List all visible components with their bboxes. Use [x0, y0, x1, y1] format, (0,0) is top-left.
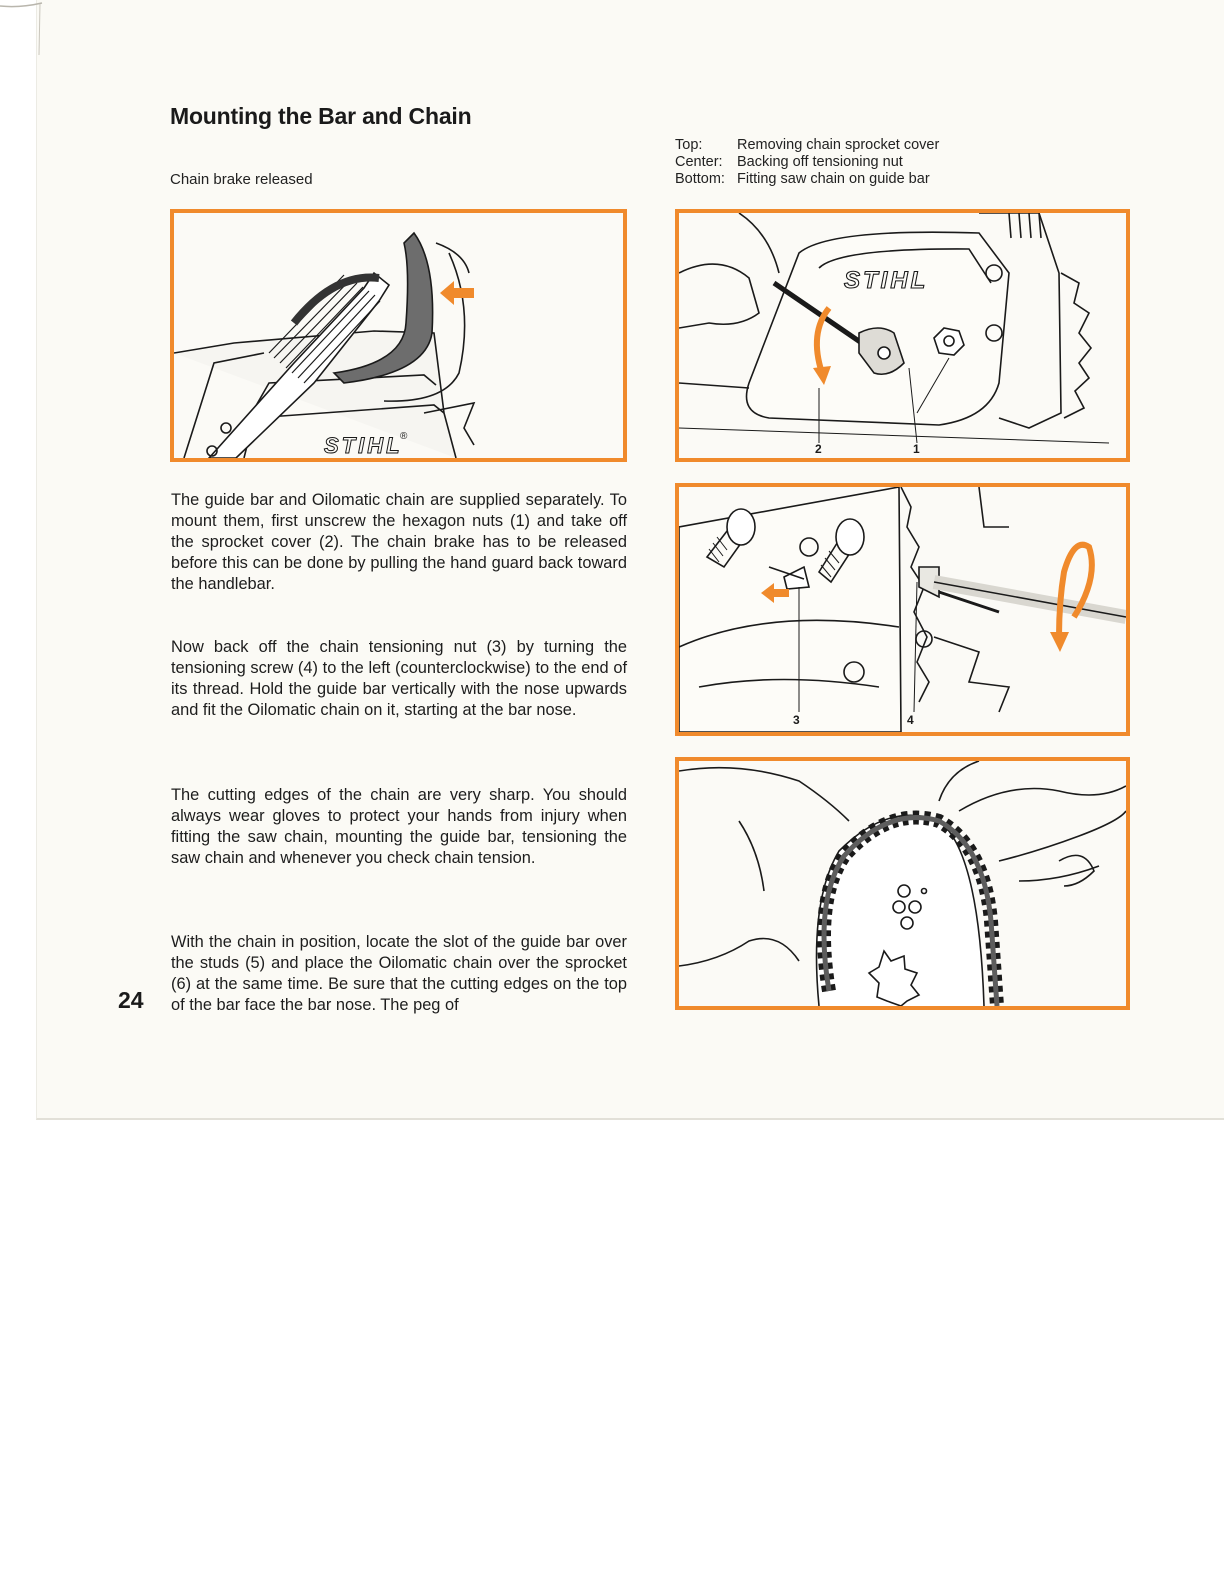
sprocket-cover-illustration [675, 209, 1130, 462]
body-paragraph-3: The cutting edges of the chain are very sharp. You should always wear gloves to protect your hands from injury when fitting the saw chain, mounting the guide bar, tensioning the saw chain and whenever you check chain tension. [171, 786, 627, 867]
registered-mark: ® [400, 431, 408, 442]
legend-key: Center: [675, 154, 723, 170]
legend-value: Fitting saw chain on guide bar [737, 171, 930, 187]
legend-key: Bottom: [675, 171, 725, 187]
callout-3: 3 [793, 713, 800, 727]
legend-value: Backing off tensioning nut [737, 154, 903, 170]
legend-row-center [675, 154, 939, 171]
chain-brake-illustration [170, 209, 627, 462]
figure-legend [675, 137, 939, 188]
stihl-logo: STIHL [324, 433, 403, 458]
callout-1: 1 [913, 442, 920, 456]
callout-4: 4 [907, 713, 914, 727]
legend-value: Removing chain sprocket cover [737, 137, 940, 153]
legend-key: Top: [675, 137, 703, 153]
fitting-chain-illustration [675, 757, 1130, 1010]
left-figure-caption: Chain brake released [170, 171, 313, 188]
scan-corner-mark [0, 0, 50, 60]
page-title: Mounting the Bar and Chain [170, 103, 472, 129]
callout-2: 2 [815, 442, 822, 456]
body-paragraph-4: With the chain in position, locate the slot of the guide bar over the studs (5) and place the Oilomatic chain over the sprocket (6) at the same time. Be sure that the cutting edges on the top of the bar face the bar nose. The peg of [171, 933, 627, 1014]
stihl-logo: STIHL [844, 267, 929, 294]
legend-row-top [675, 137, 939, 154]
tensioning-nut-illustration [675, 483, 1130, 736]
body-paragraph-2: Now back off the chain tensioning nut (3) by turning the tensioning screw (4) to the left (counterclockwise) to the end of its thread. Hold the guide bar vertically with the nose upwards and fit the Oilomatic chain on it, starting at the bar nose. [171, 638, 627, 719]
legend-row-bottom [675, 171, 939, 188]
page-number: 24 [118, 987, 144, 1013]
body-paragraph-1: The guide bar and Oilomatic chain are supplied separately. To mount them, first unscrew the hexagon nuts (1) and take off the sprocket cover (2). The chain brake has to be released before this can be done by pulling the hand guard back toward the handlebar. [171, 491, 627, 593]
